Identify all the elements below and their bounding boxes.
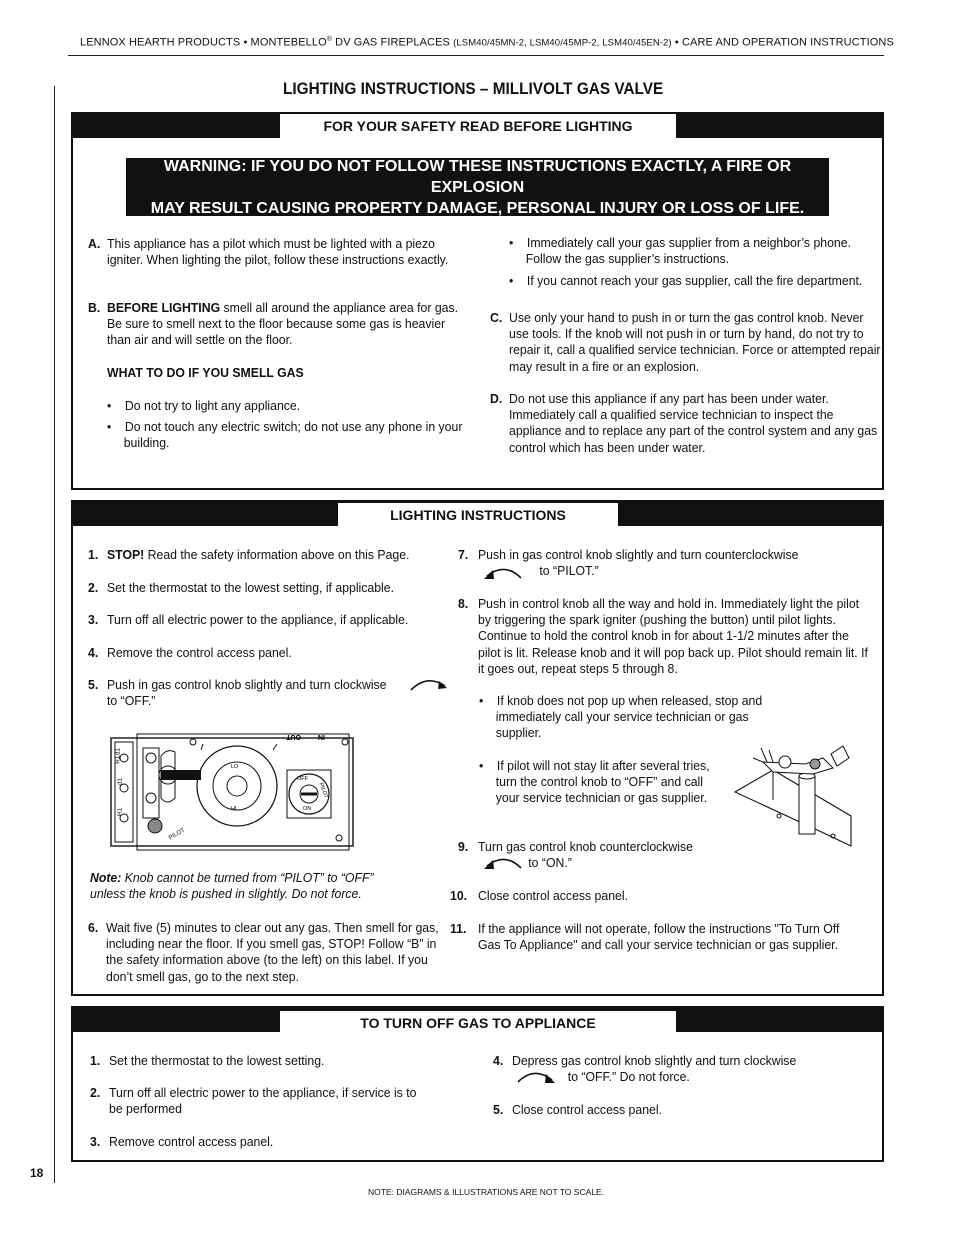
smell-item-text: Do not touch any electric switch; do not use any phone in your building. xyxy=(123,419,463,451)
smell-item: • Immediately call your gas supplier from a neighbor’s phone. Follow the gas supplier’s instructions. xyxy=(509,235,851,267)
header-rule xyxy=(68,55,884,56)
step-7-num: 7. xyxy=(458,547,469,562)
turnoff-3-num: 3. xyxy=(90,1134,101,1149)
smell-item-text: Do not try to light any appliance. xyxy=(124,398,301,413)
step-2-num: 2. xyxy=(88,580,99,595)
knob-note-body: Knob cannot be turned from “PILOT” to “OFF” unless the knob is pushed in slightly. Do not force. xyxy=(90,870,374,902)
smell-item-text: Immediately call your gas supplier from a neighbor’s phone. Follow the gas supplier’s instructions. xyxy=(525,235,851,267)
gas-valve-diagram xyxy=(109,728,359,856)
valve-label-hi: HI xyxy=(231,806,237,812)
step-8-bullet: • If pilot will not stay lit after several tries, turn the control knob to “OFF” and call your service technician or gas supplier. xyxy=(479,758,710,806)
step-11-num: 11. xyxy=(450,921,467,936)
turnoff-4-num: 4. xyxy=(493,1053,504,1068)
valve-label-out: OUT xyxy=(286,733,301,740)
turnoff-2-text: Turn off all electric power to the appliance, if service is to be performed xyxy=(109,1085,417,1117)
step-6-text: Wait five (5) minutes to clear out any gas. Then smell for gas, including near the floor. If you smell gas, STOP! Follow “B” in the safety information above (to the left) on this label. If you don’t smell gas, go to the next step. xyxy=(106,920,439,984)
step-8-text: Push in control knob all the way and hold in. Immediately light the pilot by triggering the spark igniter (pushing the button) until pilot lights. Continue to hold the control knob in for about 1-1/2 minutes after the pilot is lit. Release knob and it will pop back up. Pilot should remain lit. If it goes out, repeat steps 5 through 8. xyxy=(478,596,868,676)
clockwise-arrow-icon xyxy=(514,1068,558,1088)
step-1-bold: STOP! xyxy=(107,547,145,562)
clockwise-arrow-icon xyxy=(409,674,451,696)
step-9-text-a: Turn gas control knob counterclockwise xyxy=(478,839,693,854)
counterclockwise-arrow-icon xyxy=(481,564,525,584)
footer-note: NOTE: DIAGRAMS & ILLUSTRATIONS ARE NOT TO SCALE. xyxy=(368,1187,605,1197)
safety-panel xyxy=(71,112,884,490)
step-1-body: Read the safety information above on this Page. xyxy=(144,547,410,562)
pilot-assembly-diagram xyxy=(733,740,853,858)
header-section: • CARE AND OPERATION INSTRUCTIONS xyxy=(671,36,894,49)
step-1-text xyxy=(107,547,460,563)
turnoff-4-text-b: to “OFF.” Do not force. xyxy=(567,1069,690,1085)
item-b-bold: BEFORE LIGHTING xyxy=(107,300,221,315)
turnoff-2-num: 2. xyxy=(90,1085,101,1100)
item-a-label: A. xyxy=(88,236,101,251)
step-10-num: 10. xyxy=(450,888,468,903)
turnoff-1-num: 1. xyxy=(90,1053,101,1068)
turnoff-1-text: Set the thermostat to the lowest setting. xyxy=(109,1053,325,1068)
item-d-label: D. xyxy=(490,391,503,406)
step-8-num: 8. xyxy=(458,596,469,611)
step-5-text-a: Push in gas control knob slightly and turn clockwise xyxy=(107,677,387,692)
warning-line-2: MAY RESULT CAUSING PROPERTY DAMAGE, PERSONAL INJURY OR LOSS OF LIFE. xyxy=(150,199,805,217)
step-2-text: Set the thermostat to the lowest setting, if applicable. xyxy=(107,580,395,595)
page-title: LIGHTING INSTRUCTIONS – MILLIVOLT GAS VALVE xyxy=(283,80,664,98)
step-4-text: Remove the control access panel. xyxy=(107,645,292,660)
turnoff-4-text xyxy=(512,1053,865,1085)
turnoff-panel xyxy=(71,1006,884,1162)
smell-item-text: If you cannot reach your gas supplier, call the fire department. xyxy=(526,273,863,288)
header-brand: LENNOX HEARTH PRODUCTS • MONTEBELLO xyxy=(80,36,327,49)
valve-label-tp: TP xyxy=(115,778,121,786)
valve-label-on: ON xyxy=(303,806,312,812)
warning-line-1: WARNING: IF YOU DO NOT FOLLOW THESE INSTRUCTIONS EXACTLY, A FIRE OR EXPLOSION xyxy=(163,157,792,196)
step-4-num: 4. xyxy=(88,645,99,660)
valve-label-tpth: TPTH xyxy=(113,748,119,764)
step-5-text-b: to “OFF.” xyxy=(107,693,156,709)
item-d-text: Do not use this appliance if any part has been under water. Immediately call a qualified service technician to inspect the appliance and to replace any part of the control system and any gas control which has been under water. xyxy=(509,391,878,455)
step-3-text: Turn off all electric power to the appliance, if applicable. xyxy=(107,612,409,627)
step-8-bullet-text: If knob does not pop up when released, stop and immediately call your service technician or gas supplier. xyxy=(495,693,763,741)
step-9-text-b: to “ON.” xyxy=(528,855,572,871)
item-b-text xyxy=(107,300,465,349)
step-6-num: 6. xyxy=(88,920,99,935)
turnoff-3-text: Remove control access panel. xyxy=(109,1134,274,1149)
step-3-num: 3. xyxy=(88,612,99,627)
valve-label-th: TH xyxy=(115,808,121,816)
step-10-text: Close control access panel. xyxy=(478,888,628,903)
knob-note xyxy=(90,870,397,902)
registered-mark: ® xyxy=(326,36,333,43)
step-5-num: 5. xyxy=(88,677,99,692)
lighting-band-label: LIGHTING INSTRUCTIONS xyxy=(338,503,618,527)
item-c-label: C. xyxy=(490,310,503,325)
step-7-text-b: to “PILOT.” xyxy=(539,563,599,579)
valve-label-lo: LO xyxy=(231,764,239,770)
smell-item: • Do not try to light any appliance. xyxy=(107,398,301,413)
turnoff-band-label: TO TURN OFF GAS TO APPLIANCE xyxy=(280,1011,676,1035)
header-models: (LSM40/45MN-2, LSM40/45MP-2, LSM40/45EN-2) xyxy=(453,37,672,49)
valve-label-pilot-port: PILOT xyxy=(168,827,187,842)
valve-label-in: IN xyxy=(318,733,325,740)
step-1-num: 1. xyxy=(88,547,99,562)
turnoff-5-num: 5. xyxy=(493,1102,504,1117)
knob-note-bold: Note: xyxy=(90,870,122,885)
valve-label-off: OFF xyxy=(297,776,308,782)
safety-band-label: FOR YOUR SAFETY READ BEFORE LIGHTING xyxy=(280,114,676,138)
counterclockwise-arrow-icon xyxy=(481,854,525,874)
turnoff-4-text-a: Depress gas control knob slightly and turn clockwise xyxy=(512,1053,797,1068)
step-8-bullet-text: If pilot will not stay lit after several tries, turn the control knob to “OFF” and call your service technician or gas supplier. xyxy=(495,758,710,806)
step-7-text xyxy=(478,547,831,579)
step-11-text: If the appliance will not operate, follow the instructions "To Turn Off Gas To Appliance" and call your service technician or gas supplier. xyxy=(478,921,840,953)
smell-item: • Do not touch any electric switch; do not use any phone in your building. xyxy=(107,419,463,451)
warning-banner xyxy=(126,158,829,216)
step-8-bullet: • If knob does not pop up when released, stop and immediately call your service technician or gas supplier. xyxy=(479,693,763,741)
smell-heading: WHAT TO DO IF YOU SMELL GAS xyxy=(107,365,304,380)
item-b-label: B. xyxy=(88,300,101,315)
turnoff-5-text: Close control access panel. xyxy=(512,1102,662,1117)
item-c-text: Use only your hand to push in or turn the gas control knob. Never use tools. If the knob will not push in or turn by hand, do not try to repair it, call a qualified service technician. Force or attempted repair may result in a fire or an explosion. xyxy=(509,310,881,374)
step-9-num: 9. xyxy=(458,839,469,854)
step-7-text-a: Push in gas control knob slightly and turn counterclockwise xyxy=(478,547,799,562)
smell-item: • If you cannot reach your gas supplier, call the fire department. xyxy=(509,273,863,288)
step-5-text xyxy=(107,677,405,709)
page-number: 18 xyxy=(30,1166,44,1180)
item-a-text: This appliance has a pilot which must be lighted with a piezo igniter. When lighting the pilot, follow these instructions exactly. xyxy=(107,236,449,268)
header-product: DV GAS FIREPLACES xyxy=(332,36,454,49)
running-header xyxy=(80,36,894,49)
margin-rule xyxy=(54,86,55,1183)
valve-label-pilot: PILOT xyxy=(317,782,329,800)
item-b-body: smell all around the appliance area for gas. Be sure to smell next to the floor because some gas is heavier than air and will settle on the floor. xyxy=(107,300,459,348)
lighting-panel xyxy=(71,500,884,996)
